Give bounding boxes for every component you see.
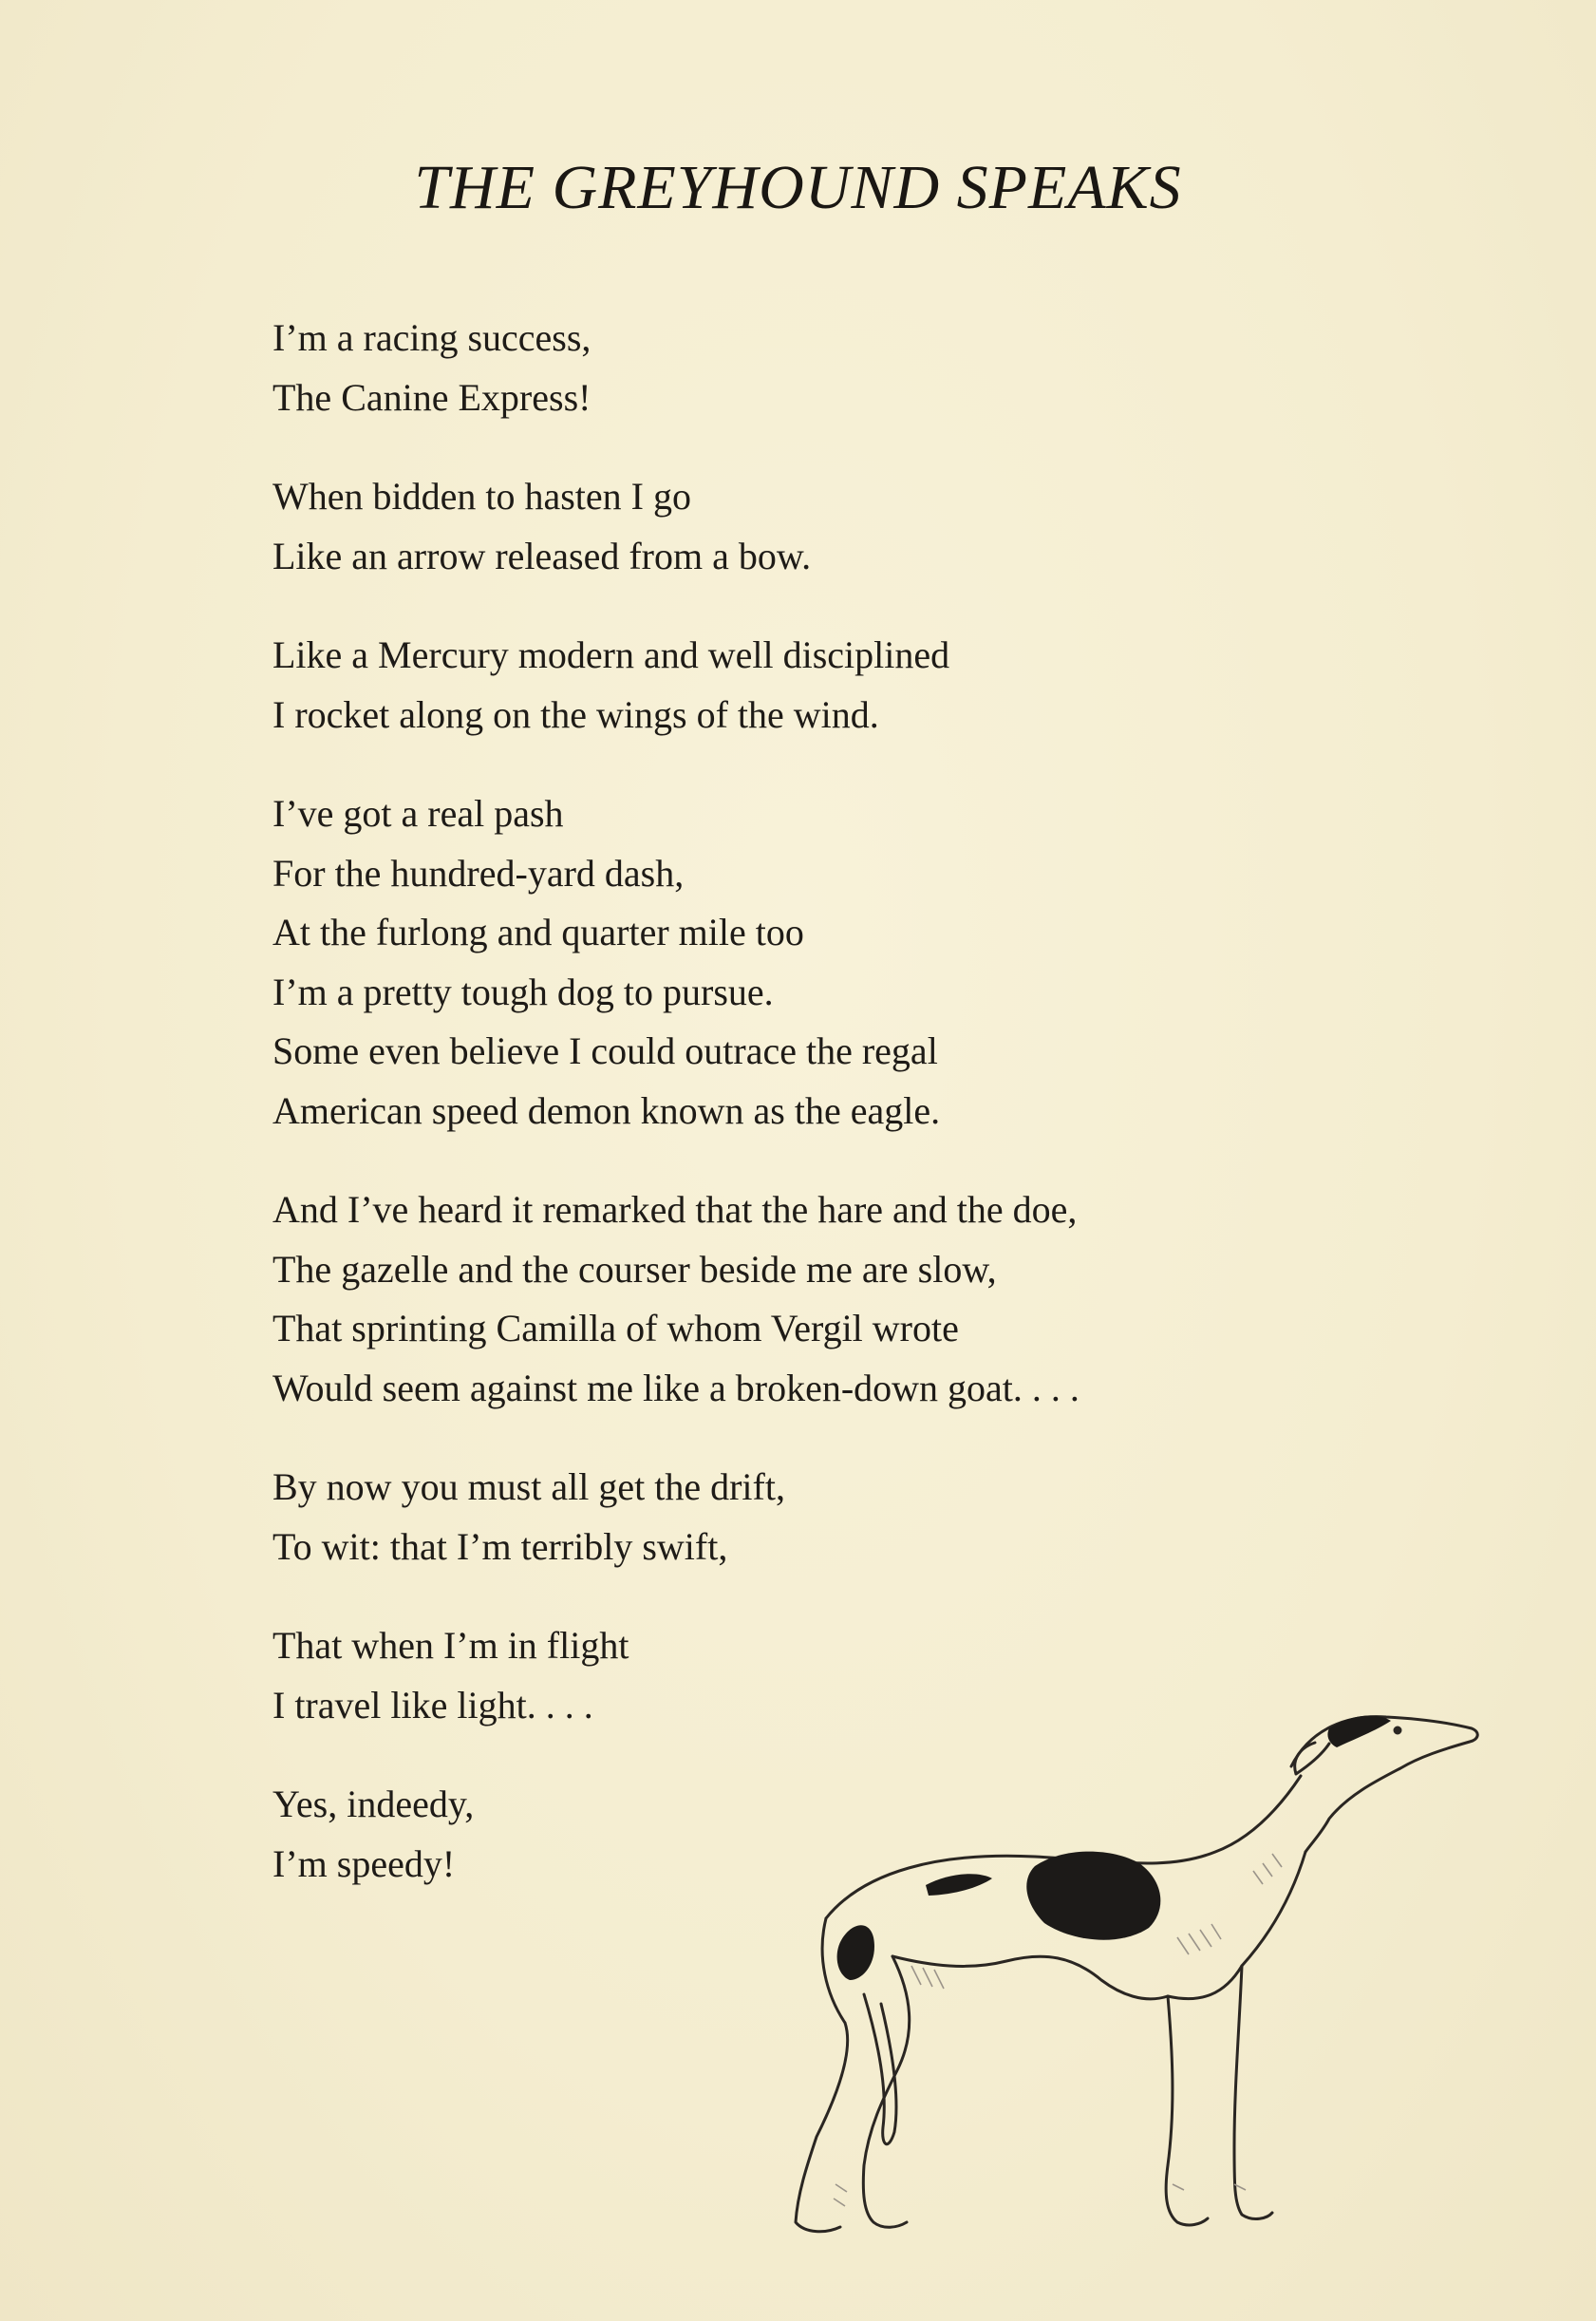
poem-line: I’ve got a real pash	[272, 792, 564, 835]
poem-line: Some even believe I could outrace the regal	[272, 1029, 938, 1072]
poem-line: Like an arrow released from a bow.	[272, 534, 812, 577]
poem-line: Like a Mercury modern and well disciplined	[272, 633, 950, 676]
poem-line: I’m a racing success,	[272, 316, 591, 359]
poem-line: At the furlong and quarter mile too	[272, 911, 804, 953]
poem-line: That sprinting Camilla of whom Vergil wrote	[272, 1307, 959, 1349]
poem-line: The Canine Express!	[272, 375, 591, 419]
poem-line: The gazelle and the courser beside me are slow,	[272, 1247, 997, 1291]
stanza-1	[272, 309, 1364, 427]
stanza-3	[272, 626, 1364, 745]
stanza-5	[272, 1180, 1364, 1418]
poem-line: When bidden to hasten I go	[272, 475, 691, 518]
poem-line: I’m a pretty tough dog to pursue.	[272, 970, 774, 1013]
poem-line: That when I’m in flight	[272, 1624, 629, 1667]
poem-line: Yes, indeedy,	[272, 1783, 475, 1825]
stanza-4	[272, 784, 1364, 1141]
poem-line: American speed demon known as the eagle.	[272, 1088, 941, 1132]
greyhound-illustration	[722, 1652, 1481, 2260]
poem-line: By now you must all get the drift,	[272, 1465, 785, 1508]
poem-line: I’m speedy!	[272, 1841, 456, 1885]
poem-line: Would seem against me like a broken-down goat. . . .	[272, 1366, 1080, 1409]
stanza-2	[272, 467, 1364, 586]
stanza-6	[272, 1458, 1364, 1576]
poem-line: I rocket along on the wings of the wind.	[272, 692, 879, 736]
poem-line: I travel like light. . . .	[272, 1683, 593, 1727]
poem-line: For the hundred-yard dash,	[272, 851, 685, 895]
poem-line: To wit: that I’m terribly swift,	[272, 1524, 728, 1568]
poem-title: THE GREYHOUND SPEAKS	[414, 153, 1182, 222]
poem-line: And I’ve heard it remarked that the hare and the doe,	[272, 1188, 1078, 1231]
